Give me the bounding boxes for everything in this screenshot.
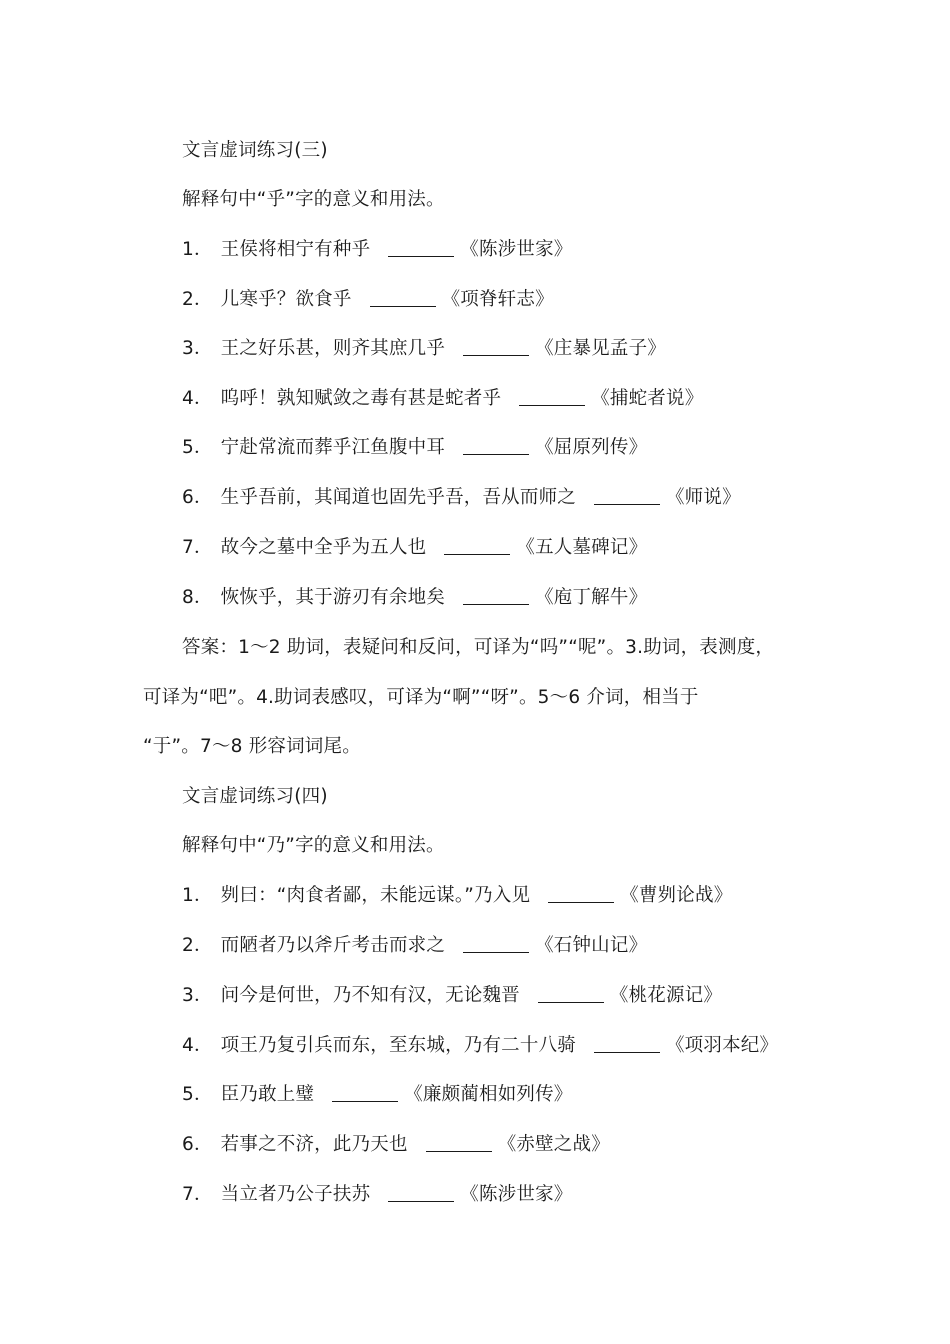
exercise-item — [182, 1182, 572, 1208]
exercise-item — [182, 1082, 573, 1108]
item-number: 1． — [182, 885, 213, 906]
answer-blank[interactable] — [463, 586, 529, 605]
item-source: 《廉颇蔺相如列传》 — [404, 1084, 573, 1105]
exercise-item — [182, 287, 554, 313]
item-number: 7． — [182, 537, 213, 558]
item-sentence: 刿曰：“肉食者鄙，未能远谋。”乃入见 — [220, 885, 531, 906]
item-source: 《师说》 — [665, 487, 741, 508]
item-source: 《桃花源记》 — [609, 985, 723, 1006]
item-number: 1． — [182, 239, 213, 260]
item-number: 3． — [182, 985, 213, 1006]
answer-line: 可译为“吧”。4.助词表感叹，可译为“啊”“呀”。5～6 介词，相当于 — [143, 687, 699, 708]
item-sentence: 生乎吾前，其闻道也固先乎吾，吾从而师之 — [220, 487, 576, 508]
answer-blank[interactable] — [426, 1133, 492, 1152]
exercise-item — [182, 237, 572, 263]
exercise-item — [182, 933, 647, 959]
answer-blank[interactable] — [444, 536, 510, 555]
exercise-item — [182, 535, 647, 561]
answer-blank[interactable] — [538, 984, 604, 1003]
item-number: 8． — [182, 587, 213, 608]
item-number: 7． — [182, 1184, 213, 1205]
answer-blank[interactable] — [463, 436, 529, 455]
item-sentence: 项王乃复引兵而东，至东城，乃有二十八骑 — [220, 1035, 576, 1056]
item-sentence: 王之好乐甚，则齐其庶几乎 — [220, 338, 446, 359]
exercise-item — [182, 485, 741, 511]
answer-blank[interactable] — [548, 884, 614, 903]
item-sentence: 呜呼！孰知赋敛之毒有甚是蛇者乎 — [220, 388, 502, 409]
item-sentence: 臣乃敢上璧 — [220, 1084, 315, 1105]
item-sentence: 恢恢乎，其于游刃有余地矣 — [220, 587, 446, 608]
item-source: 《陈涉世家》 — [460, 239, 573, 260]
item-sentence: 儿寒乎？欲食乎 — [220, 289, 352, 310]
item-sentence: 王侯将相宁有种乎 — [220, 239, 371, 260]
item-source: 《项羽本纪》 — [665, 1035, 779, 1056]
exercise-item — [182, 983, 722, 1009]
item-source: 《屈原列传》 — [535, 437, 648, 458]
exercise-item — [182, 883, 732, 909]
item-sentence: 若事之不济，此乃天也 — [220, 1134, 408, 1155]
item-sentence: 而陋者乃以斧斤考击而求之 — [220, 935, 446, 956]
answer-line: 答案：1～2 助词，表疑问和反问，可译为“吗”“呢”。3.助词，表测度， — [182, 637, 775, 658]
answer-blank[interactable] — [370, 288, 436, 307]
answer-blank[interactable] — [463, 934, 529, 953]
exercise-item — [182, 336, 666, 362]
item-sentence: 当立者乃公子扶苏 — [220, 1184, 371, 1205]
item-source: 《捕蛇者说》 — [591, 388, 704, 409]
answer-line: “于”。7～8 形容词词尾。 — [143, 736, 361, 757]
answer-blank[interactable] — [388, 1183, 454, 1202]
answer-blank[interactable] — [594, 486, 660, 505]
answer-blank[interactable] — [388, 238, 454, 257]
item-number: 5． — [182, 1084, 213, 1105]
section3-title: 文言虚词练习(三) — [182, 140, 328, 161]
item-number: 4． — [182, 388, 213, 409]
answer-blank[interactable] — [463, 337, 529, 356]
item-number: 6． — [182, 1134, 213, 1155]
item-source: 《赤壁之战》 — [497, 1134, 610, 1155]
answer-blank[interactable] — [332, 1083, 398, 1102]
exercise-item — [182, 1132, 610, 1158]
exercise-item — [182, 1033, 778, 1059]
item-number: 2． — [182, 289, 213, 310]
item-number: 3． — [182, 338, 213, 359]
item-source: 《曹刿论战》 — [620, 885, 733, 906]
exercise-item — [182, 435, 647, 461]
item-source: 《陈涉世家》 — [460, 1184, 573, 1205]
answer-blank[interactable] — [594, 1034, 660, 1053]
item-source: 《庖丁解牛》 — [535, 587, 648, 608]
section4-title: 文言虚词练习(四) — [182, 786, 328, 807]
section3-instruction: 解释句中“乎”字的意义和用法。 — [182, 189, 445, 210]
item-number: 4． — [182, 1035, 213, 1056]
item-source: 《石钟山记》 — [535, 935, 648, 956]
item-number: 6． — [182, 487, 213, 508]
exercise-item — [182, 386, 703, 412]
item-sentence: 宁赴常流而葬乎江鱼腹中耳 — [220, 437, 446, 458]
item-source: 《五人墓碑记》 — [516, 537, 648, 558]
answer-blank[interactable] — [519, 387, 585, 406]
exercise-item — [182, 585, 647, 611]
item-number: 5． — [182, 437, 213, 458]
item-number: 2． — [182, 935, 213, 956]
item-source: 《项脊轩志》 — [441, 289, 554, 310]
section4-instruction: 解释句中“乃”字的意义和用法。 — [182, 835, 445, 856]
item-source: 《庄暴见孟子》 — [535, 338, 666, 359]
item-sentence: 问今是何世，乃不知有汉，无论魏晋 — [220, 985, 520, 1006]
item-sentence: 故今之墓中全乎为五人也 — [220, 537, 427, 558]
